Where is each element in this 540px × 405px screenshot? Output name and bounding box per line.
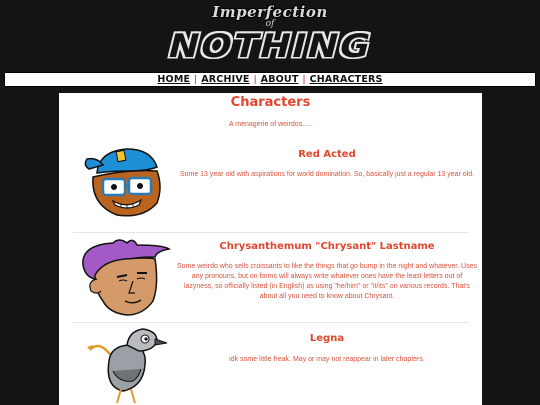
chrysant-portrait-icon [73,235,175,319]
character-name: Red Acted [298,149,356,160]
nav-separator: | [302,74,306,85]
nav-separator: | [253,74,257,85]
nav-characters-link[interactable]: CHARACTERS [309,74,383,85]
section-divider [73,322,469,323]
character-description: idk some little freak. May or may not reappear in later chapters. [229,356,425,363]
nav-home-link[interactable]: HOME [157,74,191,85]
character-description: Some 13 year old with aspirations for world domination. So, basically just a regular 13 year old. [179,171,475,178]
main-nav [4,72,536,87]
logo-line-1: Imperfection [212,3,328,21]
character-name: Chrysanthemum "Chrysant" Lastname [219,241,435,252]
nav-about-link[interactable]: ABOUT [260,74,299,85]
legna-bird-portrait-icon [83,325,175,405]
nav-archive-link[interactable]: ARCHIVE [201,74,250,85]
section-divider [73,232,469,233]
logo-line-3: NOTHING [164,28,376,66]
page-subtitle: A menagerie of weirdos..... [229,121,312,128]
character-description: Some weirdo who sells croissants to like the things that go bump in the night and whatever. Uses any pronouns, but on forms will always write whatever ones have the least letters out of lazyness, so officially listed (in English) as using "he/him" or "it/its" on various records. That's about all you need to know about Chrysant. [177,263,477,300]
site-logo[interactable] [150,4,390,70]
characters-panel [59,93,482,405]
logo-line-2: of [265,19,275,29]
nav-separator: | [194,74,198,85]
red-acted-portrait-icon [77,143,175,223]
character-name: Legna [309,333,345,344]
page-title: Characters [230,95,311,110]
